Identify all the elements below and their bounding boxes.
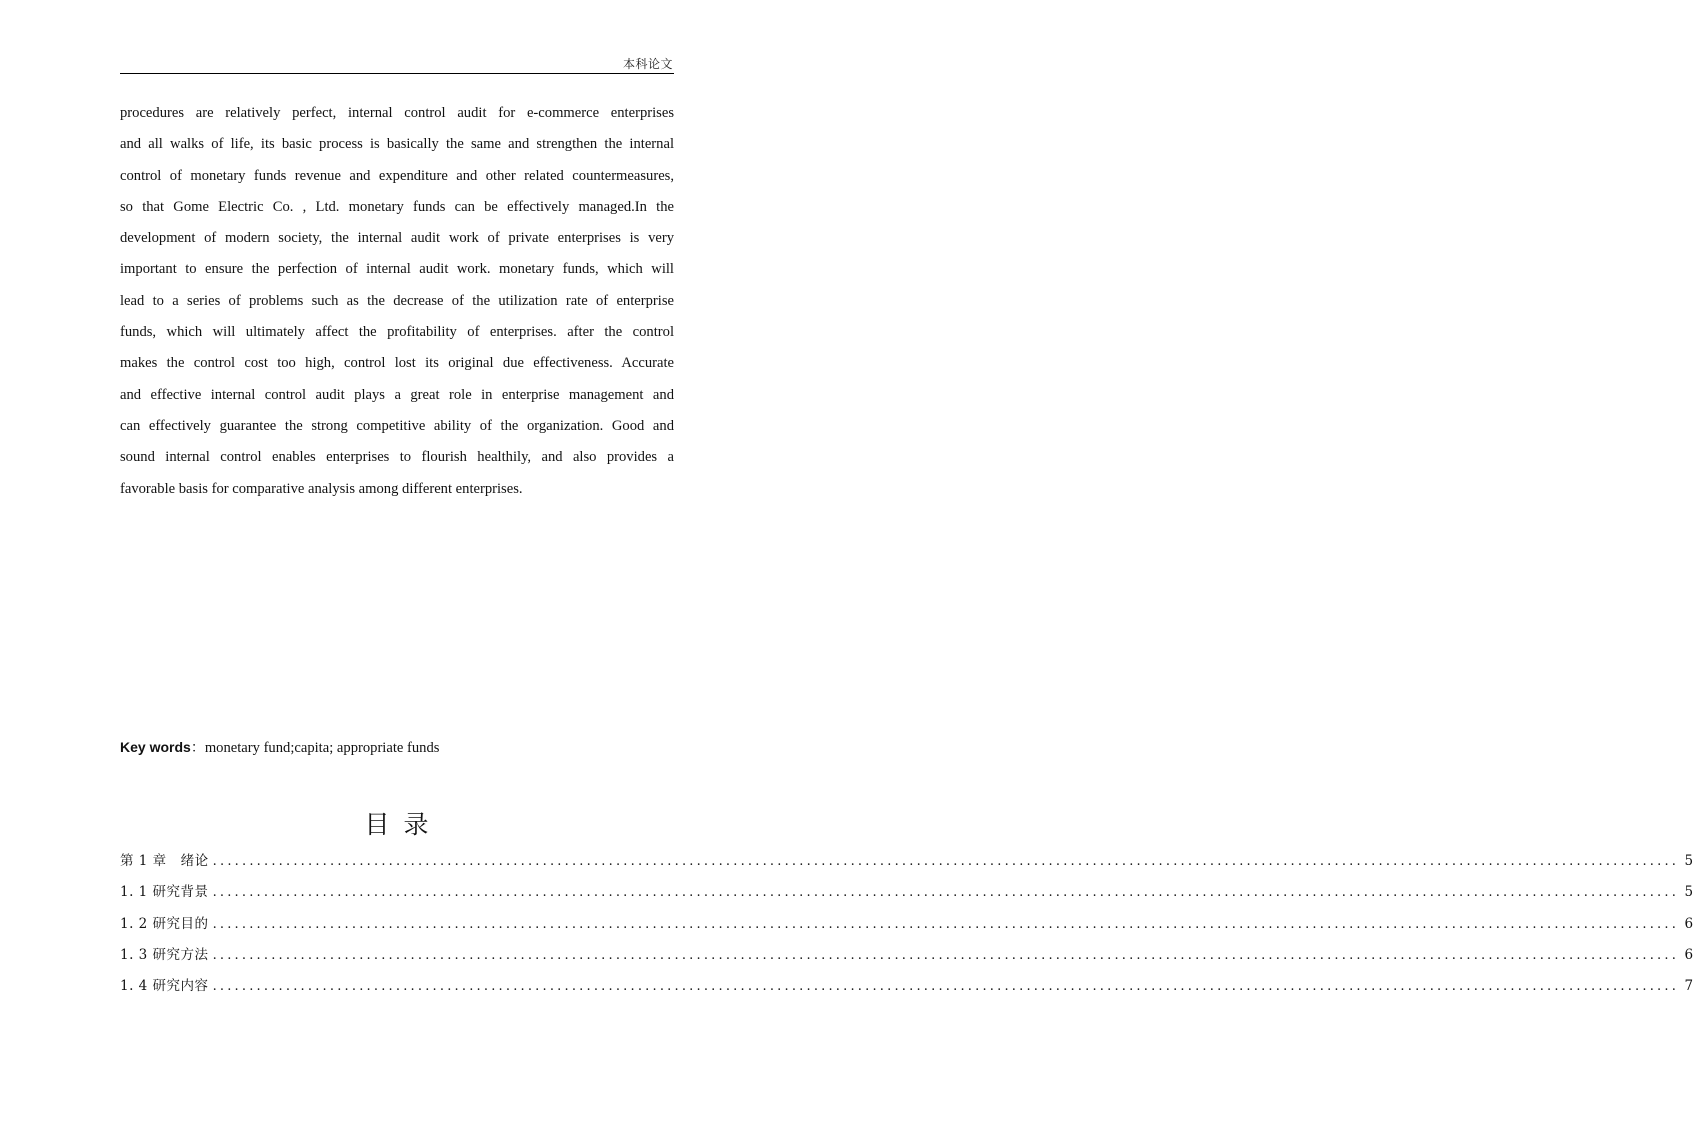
keywords-label: Key words: [120, 739, 191, 755]
abstract-body: [120, 98, 674, 505]
abstract-line: funds, which will ultimately affect the profitability of enterprises. after the control: [120, 324, 674, 341]
abstract-line: makes the control cost too high, control lost its original due effectiveness. Accurate: [120, 355, 674, 372]
toc-entry-text: 1. 3 研究方法: [120, 946, 209, 963]
keywords-value: monetary fund;capita; appropriate funds: [204, 740, 440, 756]
abstract-line: procedures are relatively perfect, internal control audit for e-commerce enterprises: [120, 105, 674, 121]
keywords-line: [120, 737, 439, 758]
abstract-line: so that Gome Electric Co. , Ltd. monetary funds can be effectively managed.In the: [120, 198, 674, 215]
toc-entry-1-1[interactable]: [120, 879, 1693, 910]
keywords-separator: ：: [190, 740, 205, 756]
header-divider: [120, 73, 674, 74]
toc-entry-page: 5: [1684, 884, 1693, 901]
table-of-contents: [120, 848, 1693, 1004]
toc-entry-1-3[interactable]: [120, 942, 1693, 973]
toc-leader-dots: ........................................................................................................................................................................................................: [212, 916, 1680, 932]
abstract-line: and effective internal control audit plays a great role in enterprise management and: [120, 386, 674, 403]
abstract-line: development of modern society, the internal audit work of private enterprises is very: [120, 230, 674, 247]
abstract-line: lead to a series of problems such as the decrease of the utilization rate of enterprise: [120, 292, 674, 309]
abstract-line: and all walks of life, its basic process is basically the same and strengthen the internal: [120, 136, 674, 153]
running-header-label: 本科论文: [622, 57, 673, 71]
toc-leader-dots: ........................................................................................................................................................................................................: [212, 885, 1680, 901]
toc-entry-chapter-1[interactable]: [120, 848, 1693, 879]
toc-entry-text: 1. 4 研究内容: [120, 978, 209, 995]
toc-entry-1-4[interactable]: [120, 973, 1693, 1004]
abstract-line: favorable basis for comparative analysis among different enterprises.: [120, 480, 523, 497]
toc-entry-1-2[interactable]: [120, 911, 1693, 942]
abstract-line: sound internal control enables enterprises to flourish healthily, and also provides a: [120, 449, 674, 466]
toc-entry-page: 7: [1684, 978, 1693, 995]
toc-entry-page: 5: [1684, 853, 1693, 869]
toc-entry-text: 1. 2 研究目的: [120, 915, 209, 932]
toc-leader-dots: ........................................................................................................................................................................................................: [212, 947, 1680, 963]
toc-entry-text: 1. 1 研究背景: [120, 884, 209, 901]
toc-leader-dots: ........................................................................................................................................................................................................: [212, 854, 1680, 869]
abstract-line: control of monetary funds revenue and expenditure and other related countermeasures,: [120, 167, 674, 184]
toc-entry-page: 6: [1684, 946, 1693, 963]
abstract-line: can effectively guarantee the strong competitive ability of the organization. Good and: [120, 417, 674, 434]
toc-entry-text: 第 1 章 绪论: [120, 853, 209, 869]
toc-entry-page: 6: [1684, 915, 1693, 932]
toc-leader-dots: ........................................................................................................................................................................................................: [212, 979, 1680, 995]
toc-title: 目录: [364, 810, 443, 839]
abstract-line: important to ensure the perfection of internal audit work. monetary funds, which will: [120, 261, 674, 278]
